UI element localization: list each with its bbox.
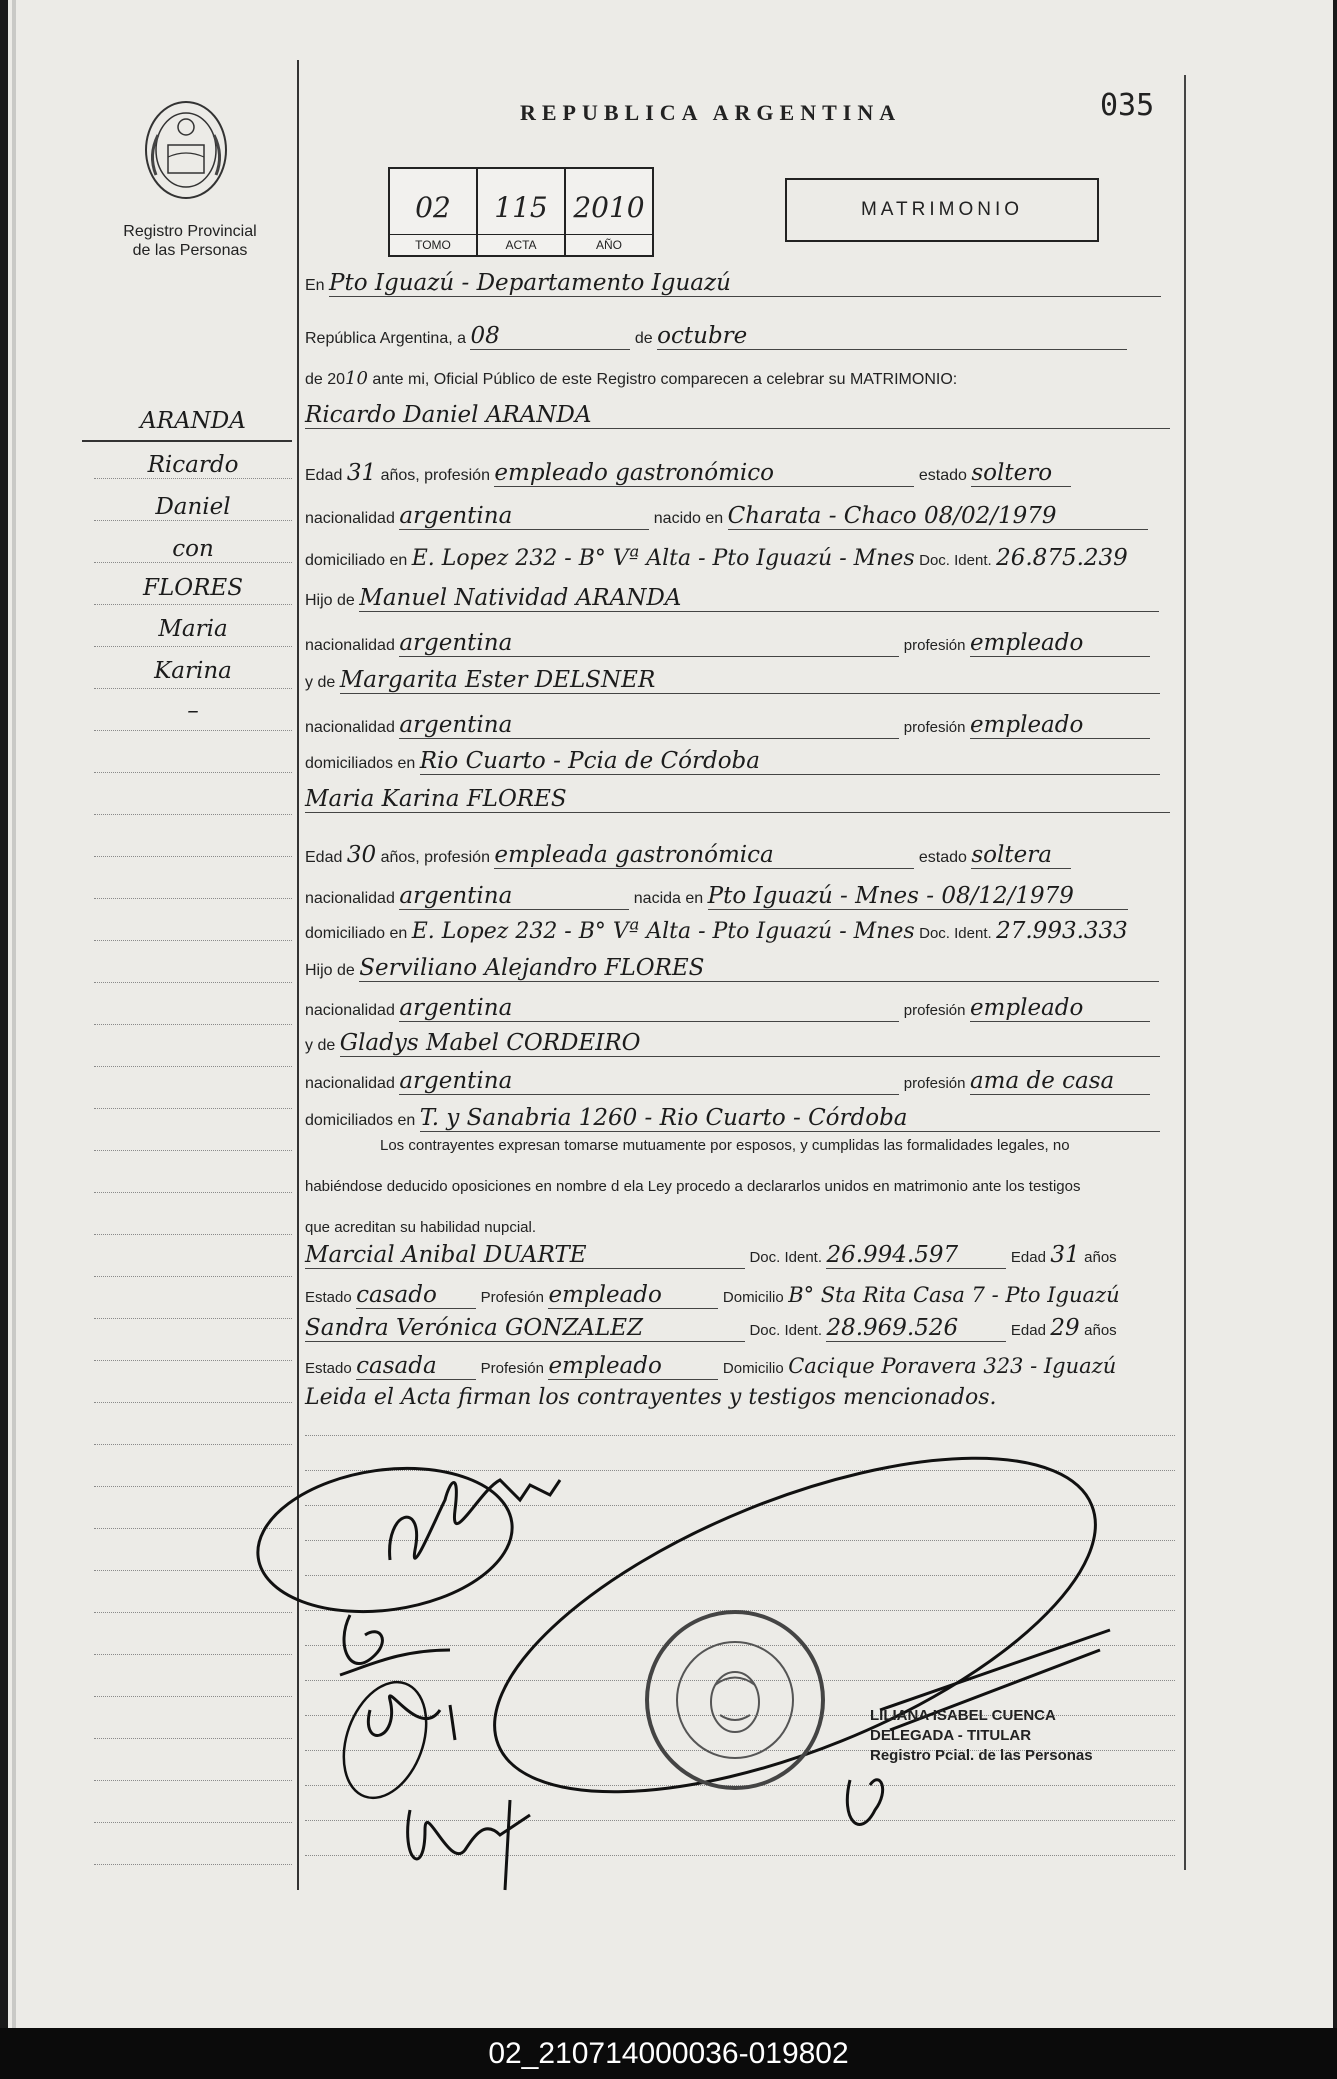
- margin-rule-line: [94, 1192, 292, 1193]
- bride-nationality: argentina: [399, 883, 629, 910]
- place-line: [305, 270, 1161, 297]
- margin-note-surname: ARANDA: [140, 408, 246, 434]
- year-line: [305, 368, 957, 389]
- bride-father-line: [305, 955, 1159, 982]
- address-label: Domicilio: [722, 1360, 784, 1377]
- bride-mother: Gladys Mabel CORDEIRO: [340, 1030, 1160, 1057]
- born-label: nacida en: [633, 890, 704, 907]
- margin-rule-line: [94, 520, 292, 521]
- official-name: LILIANA ISABEL CUENCA: [870, 1707, 1056, 1724]
- tomo-value: 02: [415, 191, 451, 224]
- groom-nationality: argentina: [399, 503, 649, 530]
- year-value: 2010: [573, 191, 645, 224]
- bride-father-nationality: argentina: [399, 995, 899, 1022]
- witness2-line: [305, 1315, 1117, 1342]
- groom-father-line: [305, 585, 1159, 612]
- status-label: Estado: [305, 1360, 352, 1377]
- registry-label-line1: Registro Provincial: [123, 223, 257, 240]
- groom-address-line: [305, 545, 1128, 571]
- country-title: REPUBLICA ARGENTINA: [520, 100, 902, 125]
- ruled-line: [305, 1435, 1175, 1436]
- witness1-age: 31: [1050, 1242, 1080, 1268]
- groom-parents-address: Rio Cuarto - Pcia de Córdoba: [420, 748, 1160, 775]
- acta-caption: ACTA: [478, 234, 564, 255]
- provincial-seal-icon: [138, 95, 234, 205]
- margin-rule-line: [94, 856, 292, 857]
- age-label: Edad: [1010, 1322, 1046, 1339]
- witness2-details-line: [305, 1353, 1116, 1380]
- year-prefix: de 20: [305, 371, 346, 388]
- groom-doc: 26.875.239: [996, 545, 1128, 571]
- margin-rule-line: [94, 1066, 292, 1067]
- margin-rule-line: [94, 1360, 292, 1361]
- status-label: estado: [918, 849, 967, 866]
- profession-label: profesión: [903, 637, 966, 654]
- official-oval-icon: [451, 1440, 1138, 1861]
- witness2-doc: 28.969.526: [826, 1315, 1006, 1342]
- witness1-address: B° Sta Rita Casa 7 - Pto Iguazú: [788, 1283, 1120, 1307]
- tomo-cell: [390, 169, 478, 255]
- margin-rule-line: [94, 1276, 292, 1277]
- witness2-address: Cacique Poravera 323 - Iguazú: [788, 1354, 1117, 1378]
- profession-label: profesión: [903, 1075, 966, 1092]
- bride-mother-nationality: argentina: [399, 1068, 899, 1095]
- father-label: Hijo de: [305, 592, 355, 609]
- right-rule: [1184, 75, 1186, 1870]
- date-day: 08: [470, 323, 630, 350]
- groom-mother-profession: empleado: [970, 712, 1150, 739]
- registry-label: [95, 222, 285, 260]
- appearance-text: ante mi, Oficial Público de este Registro comparecen a celebrar su MATRIMONIO:: [372, 371, 958, 388]
- official-title: DELEGADA - TITULAR: [870, 1727, 1032, 1744]
- bride-mother-nat-line: [305, 1068, 1150, 1095]
- margin-rule-line: [94, 1150, 292, 1151]
- tomo-caption: TOMO: [390, 234, 476, 255]
- groom-age: 31: [346, 460, 377, 486]
- nationality-label: nacionalidad: [305, 1075, 395, 1092]
- official-stamp-block: [870, 1706, 1093, 1766]
- date-line: [305, 323, 1127, 350]
- groom-status: soltero: [971, 460, 1071, 487]
- registration-box: [388, 167, 654, 257]
- margin-note-line: con: [172, 536, 214, 562]
- margin-note-line: Daniel: [155, 494, 231, 520]
- father-label: Hijo de: [305, 962, 355, 979]
- nationality-label: nacionalidad: [305, 637, 395, 654]
- witness1-doc: 26.994.597: [826, 1242, 1006, 1269]
- witness1-line: [305, 1242, 1117, 1269]
- witness1-profession: empleado: [548, 1282, 718, 1309]
- declaration-line3: que acreditan su habilidad nupcial.: [305, 1219, 536, 1236]
- date-prefix: República Argentina, a: [305, 330, 466, 347]
- groom-mother: Margarita Ester DELSNER: [340, 667, 1160, 694]
- margin-rule-line: [94, 1402, 292, 1403]
- groom-nationality-line: [305, 503, 1148, 530]
- mother-label: y de: [305, 1037, 336, 1054]
- groom-parents-address-line: [305, 748, 1160, 775]
- groom-address: E. Lopez 232 - B° Vª Alta - Pto Iguazú - Mnes: [411, 546, 915, 571]
- bride-profession: empleada gastronómica: [494, 842, 914, 869]
- parents-address-label: domiciliados en: [305, 1112, 416, 1129]
- born-label: nacido en: [653, 510, 724, 527]
- registry-label-line2: de las Personas: [132, 242, 248, 259]
- groom-father-profession: empleado: [970, 630, 1150, 657]
- year-suffix: 10: [345, 368, 368, 389]
- bride-born: Pto Iguazú - Mnes - 08/12/1979: [708, 883, 1128, 910]
- witness-signature-icon: [408, 1800, 530, 1890]
- month-prefix: de: [634, 330, 653, 347]
- years-label: años: [1084, 1249, 1117, 1266]
- page-edge: [12, 0, 16, 2028]
- bride-address: E. Lopez 232 - B° Vª Alta - Pto Iguazú - Mnes: [411, 919, 915, 944]
- groom-name: Ricardo Daniel ARANDA: [305, 402, 1170, 429]
- status-label: Estado: [305, 1289, 352, 1306]
- witness2-status: casada: [356, 1353, 476, 1380]
- folio-number: 035: [1100, 88, 1155, 123]
- witness-signature-icon: [368, 1696, 455, 1740]
- margin-rule-line: [94, 646, 292, 647]
- bride-doc: 27.993.333: [996, 918, 1128, 944]
- parents-address-label: domiciliados en: [305, 755, 416, 772]
- witness1-details-line: [305, 1282, 1120, 1309]
- groom-mother-line: [305, 667, 1160, 694]
- nationality-label: nacionalidad: [305, 719, 395, 736]
- declaration-line1: Los contrayentes expresan tomarse mutuamente por esposos, y cumplidas las formalidades legales, no: [380, 1137, 1070, 1154]
- profession-label: profesión: [903, 1002, 966, 1019]
- address-label: domiciliado en: [305, 925, 408, 942]
- bride-status: soltera: [971, 842, 1071, 869]
- groom-signature-icon: [390, 1480, 560, 1560]
- margin-rule-line: [94, 940, 292, 941]
- margin-rule-line: [94, 478, 292, 479]
- margin-rule-line: [82, 440, 292, 442]
- nationality-label: nacionalidad: [305, 890, 395, 907]
- profession-label: años, profesión: [380, 849, 490, 866]
- status-label: estado: [918, 467, 967, 484]
- place-prefix: En: [305, 277, 325, 294]
- bride-parents-address: T. y Sanabria 1260 - Rio Cuarto - Córdoba: [420, 1105, 1160, 1132]
- margin-note-line: FLORES: [143, 575, 243, 601]
- bride-father-profession: empleado: [970, 995, 1150, 1022]
- groom-father-nat-line: [305, 630, 1150, 657]
- witness-signature-icon: [340, 1615, 450, 1675]
- margin-rule-line: [94, 772, 292, 773]
- groom-mother-nationality: argentina: [399, 712, 899, 739]
- groom-mother-nat-line: [305, 712, 1150, 739]
- groom-father: Manuel Natividad ARANDA: [359, 585, 1159, 612]
- place-value: Pto Iguazú - Departamento Iguazú: [329, 270, 1161, 297]
- margin-note-line: –: [187, 698, 199, 724]
- bride-nationality-line: [305, 883, 1128, 910]
- groom-profession: empleado gastronómico: [494, 460, 914, 487]
- doc-label: Doc. Ident.: [919, 552, 992, 569]
- doc-label: Doc. Ident.: [749, 1249, 822, 1266]
- margin-rule-line: [94, 730, 292, 731]
- groom-age-line: [305, 460, 1071, 487]
- act-type-box: MATRIMONIO: [785, 178, 1099, 242]
- signature-oval-icon: [250, 1453, 521, 1627]
- margin-note-line: Karina: [154, 658, 232, 684]
- bride-address-line: [305, 918, 1128, 944]
- profession-label: Profesión: [480, 1360, 544, 1377]
- margin-rule-line: [94, 1318, 292, 1319]
- margin-note-line: Ricardo: [147, 452, 239, 478]
- groom-born: Charata - Chaco 08/02/1979: [728, 503, 1148, 530]
- witness-signature-oval-icon: [329, 1671, 441, 1810]
- margin-rule-line: [94, 898, 292, 899]
- witness1-name: Marcial Anibal DUARTE: [305, 1242, 745, 1269]
- closing-note: Leida el Acta firman los contrayentes y testigos mencionados.: [305, 1385, 997, 1410]
- bride-name: Maria Karina FLORES: [305, 786, 1170, 813]
- year-cell: [566, 169, 652, 255]
- doc-label: Doc. Ident.: [749, 1322, 822, 1339]
- doc-label: Doc. Ident.: [919, 925, 992, 942]
- witness1-status: casado: [356, 1282, 476, 1309]
- closing-line: [305, 1385, 997, 1410]
- groom-name-line: [305, 402, 1170, 429]
- margin-rule-line: [94, 688, 292, 689]
- witness2-profession: empleado: [548, 1353, 718, 1380]
- acta-cell: [478, 169, 566, 255]
- signatures-area: [250, 1440, 1140, 1960]
- witness2-age: 29: [1050, 1315, 1080, 1341]
- year-caption: AÑO: [566, 234, 652, 255]
- margin-rule-line: [94, 1108, 292, 1109]
- margin-rule-line: [94, 814, 292, 815]
- years-label: años: [1084, 1322, 1117, 1339]
- margin-rule-line: [94, 1024, 292, 1025]
- profession-label: Profesión: [480, 1289, 544, 1306]
- bride-age: 30: [346, 842, 377, 868]
- age-label: Edad: [305, 849, 343, 866]
- profession-label: profesión: [903, 719, 966, 736]
- footer-image-id: 02_210714000036-019802: [0, 2028, 1337, 2079]
- margin-rule-line: [94, 604, 292, 605]
- date-month: octubre: [657, 323, 1127, 350]
- age-label: Edad: [1010, 1249, 1046, 1266]
- margin-note-line: Maria: [158, 616, 228, 642]
- nationality-label: nacionalidad: [305, 510, 395, 527]
- bride-father-nat-line: [305, 995, 1150, 1022]
- nationality-label: nacionalidad: [305, 1002, 395, 1019]
- address-label: domiciliado en: [305, 552, 408, 569]
- official-office: Registro Pcial. de las Personas: [870, 1747, 1093, 1764]
- address-label: Domicilio: [722, 1289, 784, 1306]
- declaration-line2: habiéndose deducido oposiciones en nombre d ela Ley procedo a declararlos unidos en matrimonio ante los testigos: [305, 1178, 1081, 1195]
- acta-value: 115: [494, 191, 548, 224]
- margin-rule-line: [94, 1234, 292, 1235]
- bride-name-line: [305, 786, 1170, 813]
- groom-father-nationality: argentina: [399, 630, 899, 657]
- age-label: Edad: [305, 467, 343, 484]
- bride-mother-line: [305, 1030, 1160, 1057]
- mother-label: y de: [305, 674, 336, 691]
- margin-rule-line: [94, 562, 292, 563]
- profession-label: años, profesión: [380, 467, 490, 484]
- bride-age-line: [305, 842, 1071, 869]
- bride-parents-address-line: [305, 1105, 1160, 1132]
- witness2-name: Sandra Verónica GONZALEZ: [305, 1315, 745, 1342]
- bride-father: Serviliano Alejandro FLORES: [359, 955, 1159, 982]
- margin-rule-line: [94, 982, 292, 983]
- bride-mother-profession: ama de casa: [970, 1068, 1150, 1095]
- official-round-stamp-icon: [647, 1612, 823, 1788]
